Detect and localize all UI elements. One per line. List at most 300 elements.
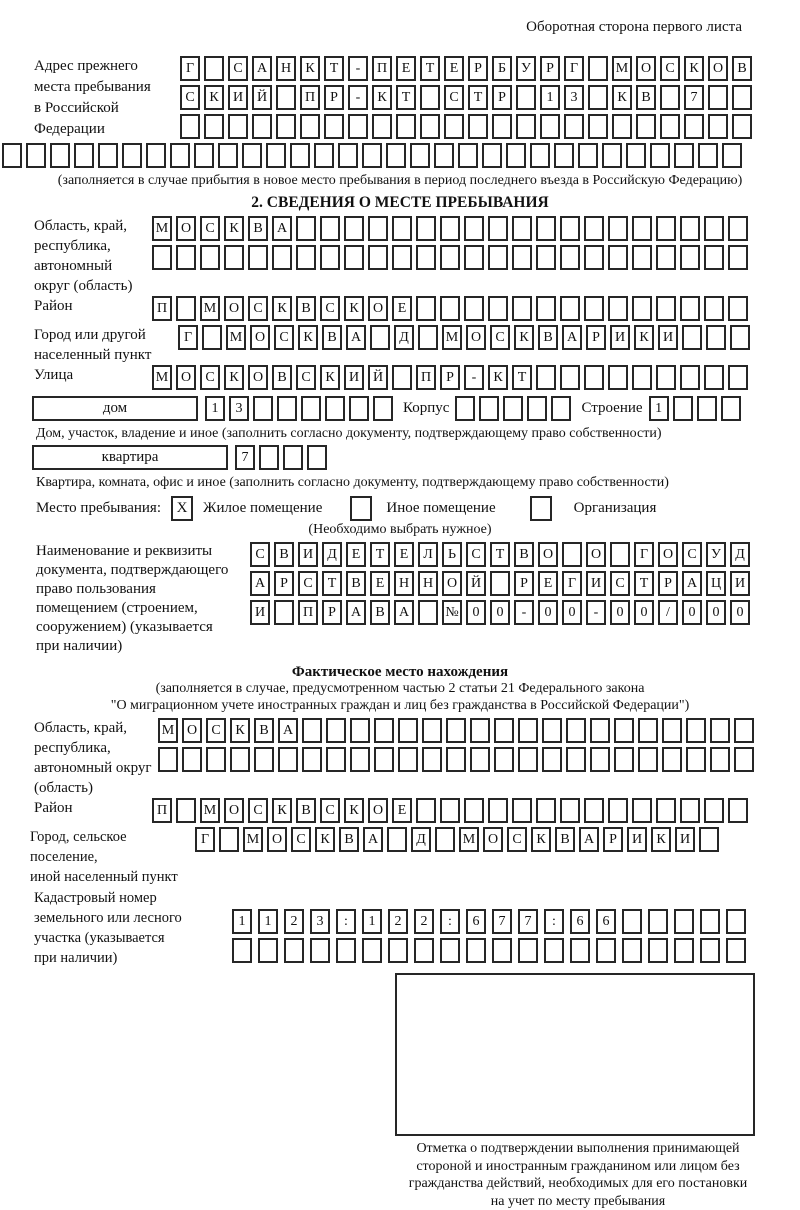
char-cell[interactable] [416, 245, 436, 270]
char-cell[interactable]: О [368, 296, 388, 321]
cell-row[interactable] [205, 396, 397, 421]
char-cell[interactable]: Ц [706, 571, 726, 596]
char-cell[interactable]: А [363, 827, 383, 852]
char-cell[interactable] [398, 718, 418, 743]
char-cell[interactable] [700, 909, 720, 934]
char-cell[interactable] [420, 114, 440, 139]
char-cell[interactable] [516, 114, 536, 139]
char-cell[interactable] [656, 296, 676, 321]
char-cell[interactable]: 1 [649, 396, 669, 421]
char-cell[interactable]: О [466, 325, 486, 350]
char-cell[interactable]: И [627, 827, 647, 852]
char-cell[interactable]: В [322, 325, 342, 350]
char-cell[interactable] [584, 798, 604, 823]
char-cell[interactable]: К [315, 827, 335, 852]
checkbox-other-premises[interactable] [350, 496, 372, 521]
char-cell[interactable]: С [298, 571, 318, 596]
char-cell[interactable] [266, 143, 286, 168]
char-cell[interactable] [622, 909, 642, 934]
char-cell[interactable]: М [243, 827, 263, 852]
char-cell[interactable] [648, 938, 668, 963]
char-cell[interactable]: П [152, 798, 172, 823]
char-cell[interactable] [248, 245, 268, 270]
char-cell[interactable] [416, 216, 436, 241]
cell-row[interactable] [152, 296, 752, 321]
char-cell[interactable]: А [346, 600, 366, 625]
char-cell[interactable] [734, 718, 754, 743]
char-cell[interactable]: К [514, 325, 534, 350]
char-cell[interactable] [194, 143, 214, 168]
char-cell[interactable] [542, 747, 562, 772]
char-cell[interactable]: 6 [596, 909, 616, 934]
char-cell[interactable] [638, 747, 658, 772]
char-cell[interactable]: Й [252, 85, 272, 110]
char-cell[interactable] [590, 747, 610, 772]
char-cell[interactable] [74, 143, 94, 168]
char-cell[interactable] [530, 143, 550, 168]
char-cell[interactable] [686, 747, 706, 772]
char-cell[interactable]: В [272, 365, 292, 390]
char-cell[interactable]: № [442, 600, 462, 625]
char-cell[interactable] [455, 396, 475, 421]
char-cell[interactable] [479, 396, 499, 421]
char-cell[interactable] [326, 718, 346, 743]
char-cell[interactable]: О [176, 216, 196, 241]
char-cell[interactable] [584, 365, 604, 390]
char-cell[interactable]: А [250, 571, 270, 596]
cell-row[interactable] [2, 143, 800, 168]
char-cell[interactable]: К [298, 325, 318, 350]
char-cell[interactable] [512, 245, 532, 270]
char-cell[interactable] [468, 114, 488, 139]
char-cell[interactable] [632, 296, 652, 321]
checkbox-residential[interactable]: X [171, 496, 193, 521]
char-cell[interactable]: К [230, 718, 250, 743]
char-cell[interactable] [492, 938, 512, 963]
cell-row[interactable] [152, 365, 752, 390]
char-cell[interactable] [536, 365, 556, 390]
char-cell[interactable]: У [516, 56, 536, 81]
char-cell[interactable] [418, 325, 438, 350]
char-cell[interactable] [320, 245, 340, 270]
char-cell[interactable] [440, 798, 460, 823]
char-cell[interactable] [608, 245, 628, 270]
char-cell[interactable]: И [675, 827, 695, 852]
char-cell[interactable] [259, 445, 279, 470]
char-cell[interactable] [650, 143, 670, 168]
char-cell[interactable] [277, 396, 297, 421]
char-cell[interactable] [554, 143, 574, 168]
char-cell[interactable] [283, 445, 303, 470]
char-cell[interactable]: О [442, 571, 462, 596]
char-cell[interactable]: 1 [258, 909, 278, 934]
char-cell[interactable]: К [488, 365, 508, 390]
char-cell[interactable]: О [267, 827, 287, 852]
char-cell[interactable] [680, 296, 700, 321]
char-cell[interactable]: Т [420, 56, 440, 81]
char-cell[interactable]: П [372, 56, 392, 81]
char-cell[interactable]: 0 [490, 600, 510, 625]
char-cell[interactable]: В [248, 216, 268, 241]
char-cell[interactable] [588, 114, 608, 139]
char-cell[interactable]: А [272, 216, 292, 241]
char-cell[interactable] [370, 325, 390, 350]
cell-row[interactable] [152, 798, 752, 823]
char-cell[interactable] [458, 143, 478, 168]
char-cell[interactable]: О [368, 798, 388, 823]
char-cell[interactable] [274, 600, 294, 625]
char-cell[interactable] [560, 245, 580, 270]
char-cell[interactable] [626, 143, 646, 168]
char-cell[interactable] [512, 296, 532, 321]
char-cell[interactable]: К [372, 85, 392, 110]
char-cell[interactable]: Р [492, 85, 512, 110]
char-cell[interactable] [242, 143, 262, 168]
char-cell[interactable] [440, 938, 460, 963]
char-cell[interactable]: С [228, 56, 248, 81]
char-cell[interactable] [680, 365, 700, 390]
char-cell[interactable]: Е [396, 56, 416, 81]
char-cell[interactable]: С [507, 827, 527, 852]
char-cell[interactable] [146, 143, 166, 168]
char-cell[interactable]: П [298, 600, 318, 625]
char-cell[interactable] [700, 938, 720, 963]
char-cell[interactable] [686, 718, 706, 743]
char-cell[interactable]: Е [392, 296, 412, 321]
char-cell[interactable]: 6 [466, 909, 486, 934]
cell-row[interactable] [180, 114, 756, 139]
char-cell[interactable] [494, 718, 514, 743]
char-cell[interactable]: И [228, 85, 248, 110]
char-cell[interactable]: М [226, 325, 246, 350]
char-cell[interactable] [206, 747, 226, 772]
char-cell[interactable]: С [296, 365, 316, 390]
char-cell[interactable]: Т [634, 571, 654, 596]
char-cell[interactable]: Г [178, 325, 198, 350]
char-cell[interactable] [278, 747, 298, 772]
char-cell[interactable]: Г [195, 827, 215, 852]
char-cell[interactable]: И [250, 600, 270, 625]
char-cell[interactable] [660, 85, 680, 110]
char-cell[interactable] [708, 114, 728, 139]
char-cell[interactable] [536, 216, 556, 241]
cell-row[interactable] [195, 827, 723, 852]
char-cell[interactable]: В [538, 325, 558, 350]
char-cell[interactable]: 7 [235, 445, 255, 470]
char-cell[interactable]: 0 [562, 600, 582, 625]
char-cell[interactable]: О [176, 365, 196, 390]
char-cell[interactable] [704, 216, 724, 241]
char-cell[interactable] [2, 143, 22, 168]
char-cell[interactable] [710, 718, 730, 743]
char-cell[interactable]: К [531, 827, 551, 852]
char-cell[interactable] [464, 798, 484, 823]
char-cell[interactable] [410, 143, 430, 168]
cell-row[interactable] [250, 600, 754, 625]
char-cell[interactable]: М [612, 56, 632, 81]
char-cell[interactable]: А [562, 325, 582, 350]
char-cell[interactable]: 2 [388, 909, 408, 934]
char-cell[interactable] [349, 396, 369, 421]
char-cell[interactable]: Г [562, 571, 582, 596]
char-cell[interactable] [551, 396, 571, 421]
char-cell[interactable] [470, 718, 490, 743]
char-cell[interactable]: 0 [682, 600, 702, 625]
char-cell[interactable] [660, 114, 680, 139]
char-cell[interactable] [350, 747, 370, 772]
char-cell[interactable]: Т [370, 542, 390, 567]
char-cell[interactable]: С [248, 296, 268, 321]
cell-row[interactable] [152, 216, 752, 241]
char-cell[interactable]: 2 [414, 909, 434, 934]
char-cell[interactable] [560, 216, 580, 241]
char-cell[interactable]: / [658, 600, 678, 625]
char-cell[interactable] [440, 216, 460, 241]
char-cell[interactable] [612, 114, 632, 139]
char-cell[interactable]: 0 [610, 600, 630, 625]
char-cell[interactable]: 3 [229, 396, 249, 421]
char-cell[interactable]: И [658, 325, 678, 350]
char-cell[interactable]: Т [396, 85, 416, 110]
char-cell[interactable]: С [274, 325, 294, 350]
char-cell[interactable]: - [348, 56, 368, 81]
char-cell[interactable] [310, 938, 330, 963]
char-cell[interactable]: С [660, 56, 680, 81]
char-cell[interactable]: Г [564, 56, 584, 81]
char-cell[interactable]: 2 [284, 909, 304, 934]
char-cell[interactable]: Т [468, 85, 488, 110]
char-cell[interactable]: Е [392, 798, 412, 823]
cell-row[interactable] [649, 396, 745, 421]
char-cell[interactable]: 1 [362, 909, 382, 934]
char-cell[interactable]: И [298, 542, 318, 567]
char-cell[interactable] [204, 56, 224, 81]
char-cell[interactable]: С [200, 365, 220, 390]
char-cell[interactable] [232, 938, 252, 963]
char-cell[interactable] [482, 143, 502, 168]
char-cell[interactable]: : [336, 909, 356, 934]
cell-row[interactable] [232, 938, 752, 963]
char-cell[interactable] [488, 245, 508, 270]
char-cell[interactable]: С [248, 798, 268, 823]
char-cell[interactable]: А [278, 718, 298, 743]
char-cell[interactable] [26, 143, 46, 168]
char-cell[interactable]: Н [418, 571, 438, 596]
char-cell[interactable] [296, 245, 316, 270]
char-cell[interactable] [488, 296, 508, 321]
char-cell[interactable]: 7 [684, 85, 704, 110]
char-cell[interactable] [536, 798, 556, 823]
char-cell[interactable] [632, 216, 652, 241]
char-cell[interactable] [290, 143, 310, 168]
char-cell[interactable]: Т [512, 365, 532, 390]
char-cell[interactable]: Г [180, 56, 200, 81]
char-cell[interactable]: Й [368, 365, 388, 390]
char-cell[interactable]: 1 [540, 85, 560, 110]
char-cell[interactable] [608, 798, 628, 823]
char-cell[interactable]: О [182, 718, 202, 743]
char-cell[interactable]: Л [418, 542, 438, 567]
char-cell[interactable] [362, 938, 382, 963]
char-cell[interactable] [704, 245, 724, 270]
char-cell[interactable]: С [320, 296, 340, 321]
char-cell[interactable]: П [152, 296, 172, 321]
char-cell[interactable] [699, 827, 719, 852]
char-cell[interactable]: Д [411, 827, 431, 852]
char-cell[interactable]: 0 [706, 600, 726, 625]
char-cell[interactable]: С [250, 542, 270, 567]
char-cell[interactable]: А [252, 56, 272, 81]
char-cell[interactable] [422, 747, 442, 772]
char-cell[interactable] [492, 114, 512, 139]
char-cell[interactable] [680, 798, 700, 823]
char-cell[interactable]: А [394, 600, 414, 625]
cell-row[interactable] [232, 909, 752, 934]
char-cell[interactable] [698, 143, 718, 168]
char-cell[interactable] [348, 114, 368, 139]
char-cell[interactable] [578, 143, 598, 168]
char-cell[interactable] [388, 938, 408, 963]
char-cell[interactable] [98, 143, 118, 168]
char-cell[interactable] [590, 718, 610, 743]
char-cell[interactable] [608, 296, 628, 321]
char-cell[interactable] [588, 56, 608, 81]
char-cell[interactable] [732, 85, 752, 110]
char-cell[interactable] [536, 245, 556, 270]
char-cell[interactable]: 3 [564, 85, 584, 110]
char-cell[interactable]: Р [324, 85, 344, 110]
char-cell[interactable]: Т [490, 542, 510, 567]
char-cell[interactable] [608, 216, 628, 241]
char-cell[interactable] [726, 909, 746, 934]
char-cell[interactable]: В [339, 827, 359, 852]
char-cell[interactable] [608, 365, 628, 390]
char-cell[interactable] [420, 85, 440, 110]
char-cell[interactable]: О [538, 542, 558, 567]
char-cell[interactable]: О [708, 56, 728, 81]
char-cell[interactable] [392, 365, 412, 390]
char-cell[interactable]: Р [440, 365, 460, 390]
char-cell[interactable] [506, 143, 526, 168]
char-cell[interactable]: Р [514, 571, 534, 596]
char-cell[interactable] [252, 114, 272, 139]
cell-row[interactable] [180, 85, 756, 110]
char-cell[interactable] [710, 747, 730, 772]
char-cell[interactable]: К [344, 296, 364, 321]
char-cell[interactable]: В [555, 827, 575, 852]
char-cell[interactable] [562, 542, 582, 567]
char-cell[interactable] [674, 938, 694, 963]
char-cell[interactable] [398, 747, 418, 772]
char-cell[interactable] [732, 114, 752, 139]
char-cell[interactable]: С [320, 798, 340, 823]
char-cell[interactable]: М [442, 325, 462, 350]
char-cell[interactable] [588, 85, 608, 110]
char-cell[interactable] [302, 718, 322, 743]
char-cell[interactable] [446, 718, 466, 743]
char-cell[interactable] [258, 938, 278, 963]
char-cell[interactable]: К [684, 56, 704, 81]
char-cell[interactable] [728, 245, 748, 270]
char-cell[interactable] [488, 216, 508, 241]
char-cell[interactable] [230, 747, 250, 772]
char-cell[interactable] [470, 747, 490, 772]
char-cell[interactable] [324, 114, 344, 139]
cell-row[interactable] [152, 245, 752, 270]
char-cell[interactable]: Д [394, 325, 414, 350]
char-cell[interactable] [584, 296, 604, 321]
char-cell[interactable] [488, 798, 508, 823]
char-cell[interactable] [122, 143, 142, 168]
char-cell[interactable] [704, 296, 724, 321]
char-cell[interactable] [536, 296, 556, 321]
char-cell[interactable]: 3 [310, 909, 330, 934]
char-cell[interactable]: - [464, 365, 484, 390]
char-cell[interactable]: Р [586, 325, 606, 350]
char-cell[interactable]: С [610, 571, 630, 596]
char-cell[interactable] [518, 718, 538, 743]
char-cell[interactable] [50, 143, 70, 168]
char-cell[interactable] [728, 365, 748, 390]
char-cell[interactable] [708, 85, 728, 110]
char-cell[interactable]: О [636, 56, 656, 81]
char-cell[interactable] [204, 114, 224, 139]
char-cell[interactable] [648, 909, 668, 934]
char-cell[interactable] [632, 798, 652, 823]
char-cell[interactable]: В [636, 85, 656, 110]
char-cell[interactable] [170, 143, 190, 168]
char-cell[interactable] [302, 747, 322, 772]
char-cell[interactable] [314, 143, 334, 168]
char-cell[interactable]: М [200, 798, 220, 823]
char-cell[interactable]: В [274, 542, 294, 567]
char-cell[interactable]: К [612, 85, 632, 110]
char-cell[interactable] [518, 938, 538, 963]
char-cell[interactable]: С [206, 718, 226, 743]
char-cell[interactable] [392, 245, 412, 270]
char-cell[interactable]: Р [658, 571, 678, 596]
char-cell[interactable] [516, 85, 536, 110]
char-cell[interactable]: У [706, 542, 726, 567]
char-cell[interactable] [362, 143, 382, 168]
char-cell[interactable]: - [348, 85, 368, 110]
char-cell[interactable]: Н [394, 571, 414, 596]
char-cell[interactable] [344, 245, 364, 270]
char-cell[interactable]: Д [730, 542, 750, 567]
house-type-box[interactable]: дом [32, 396, 198, 421]
char-cell[interactable] [176, 798, 196, 823]
char-cell[interactable]: М [152, 365, 172, 390]
char-cell[interactable] [464, 216, 484, 241]
char-cell[interactable]: М [459, 827, 479, 852]
char-cell[interactable] [218, 143, 238, 168]
char-cell[interactable]: О [483, 827, 503, 852]
char-cell[interactable]: К [224, 365, 244, 390]
char-cell[interactable]: : [440, 909, 460, 934]
char-cell[interactable] [570, 938, 590, 963]
char-cell[interactable]: С [490, 325, 510, 350]
char-cell[interactable]: С [682, 542, 702, 567]
char-cell[interactable] [176, 296, 196, 321]
char-cell[interactable] [464, 296, 484, 321]
char-cell[interactable] [180, 114, 200, 139]
char-cell[interactable] [440, 296, 460, 321]
char-cell[interactable]: Т [322, 571, 342, 596]
char-cell[interactable]: М [158, 718, 178, 743]
char-cell[interactable]: П [300, 85, 320, 110]
char-cell[interactable]: Е [370, 571, 390, 596]
char-cell[interactable]: И [730, 571, 750, 596]
